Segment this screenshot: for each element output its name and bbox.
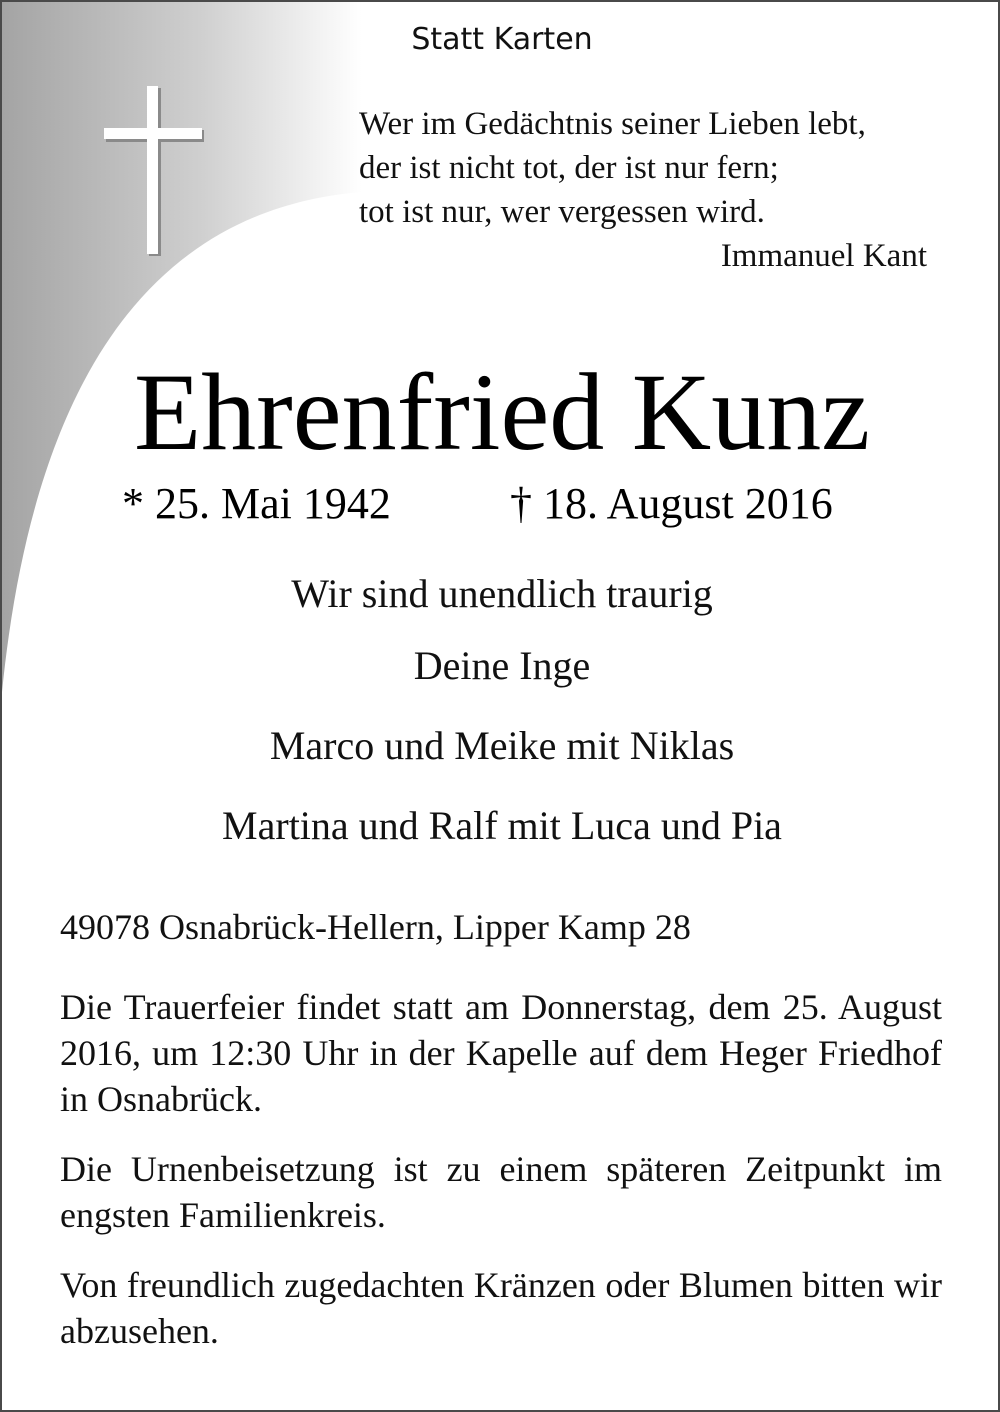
quote-block — [359, 102, 939, 278]
quote-line: tot ist nur, wer vergessen wird. — [359, 194, 765, 230]
life-dates — [2, 478, 1000, 538]
mourner-line: Marco und Meike mit Niklas — [269, 723, 735, 768]
quote-line: Wer im Gedächtnis seiner Lieben lebt, — [359, 106, 866, 142]
funeral-service-paragraph: Die Trauerfeier findet statt am Donnerstag, dem 25. August 2016, um 12:30 Uhr in der Kapelle auf dem Heger Friedhof in Osnabrück. — [60, 987, 942, 1119]
flowers-request-paragraph: Von freundlich zugedachten Kränzen oder Blumen bitten wir abzusehen. — [60, 1265, 942, 1351]
deceased-name: Ehrenfried Kunz — [133, 351, 871, 473]
statt-karten-label: Statt Karten — [411, 22, 593, 57]
death-date: † 18. August 2016 — [510, 479, 833, 528]
mourner-line: Deine Inge — [413, 643, 591, 688]
quote-author: Immanuel Kant — [720, 238, 927, 274]
urn-burial-paragraph: Die Urnenbeisetzung ist zu einem späteren Zeitpunkt im engsten Familienkreis. — [60, 1149, 942, 1235]
mourner-line: Martina und Ralf mit Luca und Pia — [222, 803, 782, 848]
cross-icon — [102, 86, 206, 258]
mourning-intro: Wir sind unendlich traurig — [291, 571, 713, 616]
family-address: 49078 Osnabrück-Hellern, Lipper Kamp 28 — [60, 907, 691, 947]
quote-line: der ist nicht tot, der ist nur fern; — [359, 150, 779, 186]
birth-date: * 25. Mai 1942 — [122, 479, 391, 528]
